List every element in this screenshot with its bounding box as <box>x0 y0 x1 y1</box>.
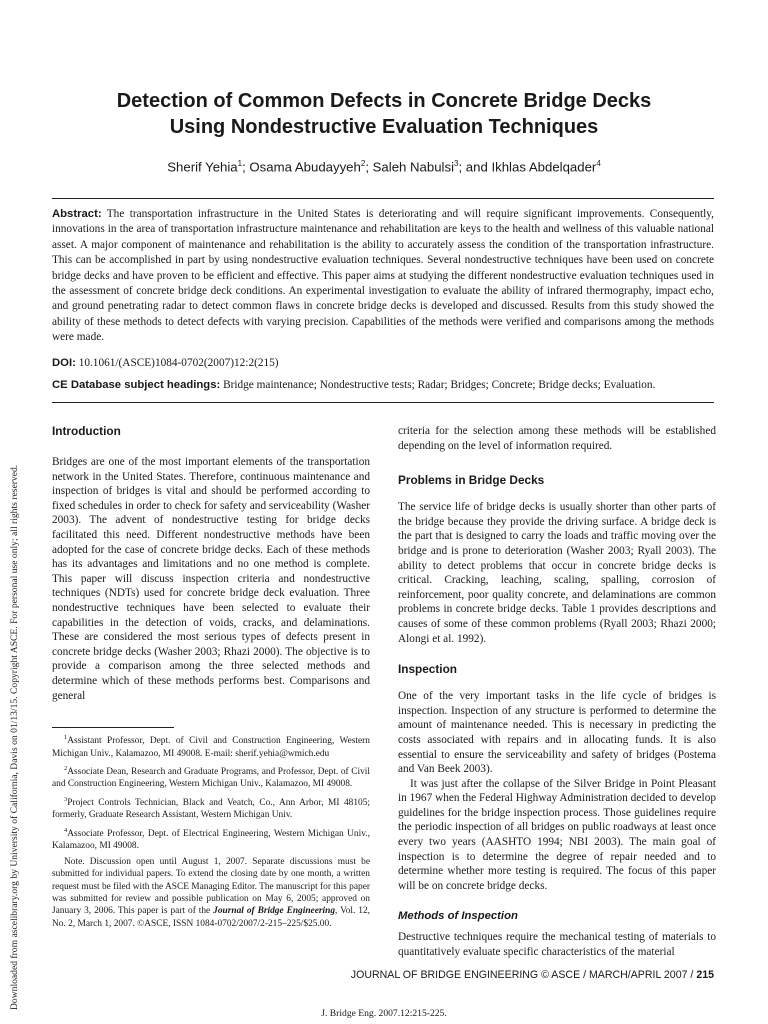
discussion-note: Note. Discussion open until August 1, 2007. Separate discussions must be submitted for individual papers. To extend the closing date by one month, a written request must be filed with the ASCE Managing Editor. The manuscript for this paper was submitted for review and possible publication on May 6, 2005; approved on January 3, 2006. This paper is part of the Journal of Bridge Engineering, Vol. 12, No. 2, March 1, 2007. ©ASCE, ISSN 1084-0702/2007/2-215–225/$25.00. <box>52 856 370 929</box>
doi-line <box>52 356 714 371</box>
right-column <box>398 424 716 960</box>
page-number: 215 <box>696 969 714 981</box>
inspection-text-1: One of the very important tasks in the life cycle of bridges is inspection. Inspection of any structure is performed to determine the amount of maintenance needed. This is necessary in predicting the costs associated with repairs and in allocating funds. It is also essential to ensure the serviceability and safety of bridges (Postema and Van Beek 2003). <box>398 690 716 776</box>
methods-heading: Methods of Inspection <box>398 910 518 923</box>
introduction-heading: Introduction <box>52 424 121 438</box>
footnote-rule <box>52 727 174 728</box>
author-list: Sherif Yehia$^1$; Osama Abudayyeh$^2$; Saleh Nabulsi$^3$; and Ikhlas Abdelqader$^4$ <box>167 159 601 175</box>
author-4: and Ikhlas Abdelqader <box>465 159 597 175</box>
doi-label: DOI: <box>52 357 76 369</box>
download-notice: Downloaded from ascelibrary.org by University of California, Davis on 01/13/15. Copyright ASCE. For personal use only; all rights reserved. <box>9 464 20 1010</box>
left-column <box>52 424 370 703</box>
methods-text: Destructive techniques require the mechanical testing of materials to quantitatively evaluate specific characteristics of the material <box>398 931 716 959</box>
abstract-label: Abstract: <box>52 208 102 220</box>
author-2-affil: 2 <box>360 159 366 168</box>
footnote-4: $^4$Associate Professor, Dept. of Electrical Engineering, Western Michigan Univ., Kalamazoo, MI 49008. <box>52 826 370 852</box>
author-4-affil: 4 <box>596 159 601 168</box>
author-1-affil: 1 <box>237 159 243 168</box>
subject-headings-value: Bridge maintenance; Nondestructive tests; Radar; Bridges; Concrete; Bridge decks; Evaluation. <box>223 379 656 391</box>
problems-heading: Problems in Bridge Decks <box>398 473 545 488</box>
subject-headings-label: CE Database subject headings: <box>52 379 221 391</box>
title-line-1: Detection of Common Defects in Concrete Bridge Decks <box>116 90 652 112</box>
subject-headings <box>52 378 714 393</box>
abstract-text: The transportation infrastructure in the United States is deteriorating and will require significant improvements. Consequently, innovations in the area of transportation infrastructure maintenance and rehabilitation are keys to the health and wellness of this valuable national asset. A major component of maintenance and rehabilitation is the ability to accurately assess the condition of the transportation infrastructure. This can be accomplished in part by using nondestructive evaluation techniques. Several nondestructive techniques have been used on concrete bridge decks and have proven to be efficient and effective. This paper aims at studying the different nondestructive evaluation techniques used in the assessment of concrete bridge deck conditions. An experimental investigation to evaluate the ability of infrared thermography, impact echo, and ground penetrating radar to detect common flaws in concrete bridge decks is developed and discussed. Results from this study showed the ability of these methods to detect defects with varying precision. Capabilities of the methods were verified and comparisons among the methods were made. <box>52 208 715 344</box>
footnote-1: $^1$Assistant Professor, Dept. of Civil and Construction Engineering, Western Michigan Univ., Kalamazoo, MI 49008. E-mail: sherif.yehia@wmich.edu <box>52 734 370 759</box>
inspection-text-2: It was just after the collapse of the Silver Bridge in Point Pleasant in 1967 when the Federal Highway Administration decided to develop guidelines for the bridge inspection process. Those guidelines require the periodic inspection of all bridges on public roadways at least once every two years (AASHTO 1994; NBI 2003). The main goal of inspection is to determine the degree of repair needed and to determine whether more testing is required. The focus of this paper will be on concrete bridge decks. <box>398 777 716 892</box>
journal-footer-text: JOURNAL OF BRIDGE ENGINEERING © ASCE / MARCH/APRIL 2007 / <box>350 969 697 981</box>
author-2: Osama Abudayyeh <box>249 159 361 175</box>
footnote-2: $^2$Associate Dean, Research and Graduate Programs, and Professor, Dept. of Civil and Construction Engineering, Western Michigan Univ., Kalamazoo, MI 49008. <box>52 764 370 790</box>
citation-line: J. Bridge Eng. 2007.12:215-225. <box>321 1008 447 1019</box>
author-3: Saleh Nabulsi <box>372 159 455 175</box>
paper-title <box>60 88 708 140</box>
inspection-heading: Inspection <box>398 662 457 677</box>
introduction-text: Bridges are one of the most important elements of the transportation network in the United States. Therefore, continuous maintenance and inspection of bridges is vital and should be performed according to fixed schedules in order to check for safety and serviceability (Washer 2003). The advent of nondestructive testing for bridge decks facilitated this need. Different nondestructive methods have been adopted for the case of concrete bridge decks. Each of these methods has its advantages and limitations and no one method is complete. This paper will discuss inspection criteria and nondestructive techniques (NDTs) used for concrete bridge deck evaluation. Three nondestructive techniques have been selected to evaluate their capabilities in the detection of voids, cracks, and delaminations. These are considered the most serious types of defects present in concrete bridge decks (Washer 2003; Rhazi 2000). The objective is to provide a comparison among the three selected methods and determine which of these methods performs best. Comparisons and general <box>52 456 370 702</box>
author-1: Sherif Yehia <box>167 159 238 175</box>
abstract-rule <box>52 402 714 403</box>
journal-name: Journal of Bridge Engineering <box>213 906 336 917</box>
footnote-3: $^3$Project Controls Technician, Black and Veatch, Co., Ann Arbor, MI 48105; formerly, Graduate Research Assistant, Western Michigan Univ. <box>52 795 370 821</box>
problems-text: The service life of bridge decks is usually shorter than other parts of the bridge because they provide the driving surface. A bridge deck is the part that is designed to carry the loads and traffic moving over the bridge and is prone to deterioration (Washer 2003; Ryall 2003). The ability to detect problems that occur in concrete bridge decks is critical. Cracking, leaching, scaling, spalling, corrosion of reinforcement, poor quality concrete, and delaminations are common problems in concrete bridge decks. Table 1 provides descriptions and causes of some of these common problems (Ryall 2003; Rhazi 2000; Alongi et al. 1992). <box>398 501 716 645</box>
author-3-affil: 3 <box>454 159 459 168</box>
title-line-2: Using Nondestructive Evaluation Techniques <box>169 116 599 138</box>
footnotes <box>52 732 370 933</box>
introduction-continued: criteria for the selection among these methods will be established depending on the level of information required. <box>398 425 716 452</box>
header-rule <box>52 198 714 199</box>
doi-value[interactable]: 10.1061/(ASCE)1084-0702(2007)12:2(215) <box>78 357 279 369</box>
journal-footer <box>351 968 714 982</box>
abstract <box>52 207 714 346</box>
